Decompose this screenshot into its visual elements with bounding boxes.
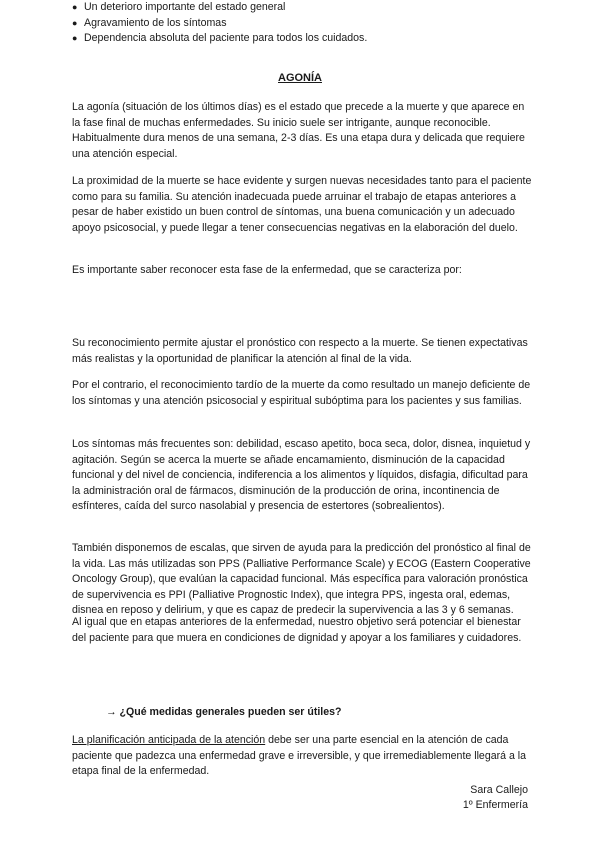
paragraph-symptoms: Los síntomas más frecuentes son: debilidad, escaso apetito, boca seca, dolor, disnea, inquietud y agitación. Según se acerca la muerte se añade encamamiento, disminución de la capacidad funcional y del nivel de conciencia, indiferencia a los alimentos y líquidos, disfagia, dificultad para la administración oral de fármacos, disminución de la producción de orina, incontinencia de esfínteres, caída del surco nasolabial y presencia de estertores (sobrealientos). [72, 438, 531, 512]
signature-name: Sara Callejo [470, 784, 528, 796]
paragraph-planning [72, 733, 532, 780]
bullet-icon: ● [72, 17, 78, 28]
planning-link-text: La planificación anticipada de la atención [72, 734, 266, 746]
bullet-icon: ● [72, 33, 78, 43]
document-title: AGONÍA [278, 72, 322, 84]
planning-text: debe ser una parte esencial en la atención de cada paciente que padezca una enfermedad grave e irreversible, y que irremediablemente llegará a la etapa final de la enfermedad. [72, 734, 527, 777]
paragraph-proximity: La proximidad de la muerte se hace evidente y surgen nuevas necesidades tanto para el paciente como para su familia. Su atención inadecuada puede arruinar el trabajo de etapas anteriores a pesar de haber existido un buen control de síntomas, una buena comunicación y un adecuado apoyo psicosocial, y puede llegar a tener consecuencias negativas en la elaboración del duelo. [72, 175, 532, 234]
paragraph-recognition: Su reconocimiento permite ajustar el pronóstico con respecto a la muerte. Se tienen expectativas más realistas y la oportunidad de planificar la atención al final de la vida. [72, 337, 528, 365]
list-item: ● Un deterioro importante del estado general [72, 0, 528, 16]
characteristics-list [72, 0, 528, 47]
paragraph-objective: Al igual que en etapas anteriores de la enfermedad, nuestro objetivo será potenciar el bienestar del paciente para que muera en condiciones de dignidad y apoyar a los familiares y cuidadores. [72, 616, 522, 644]
signature-course: 1º Enfermería [462, 799, 528, 811]
document-page [72, 0, 532, 811]
section-question: → ¿Qué medidas generales pueden ser útiles? [106, 706, 342, 718]
paragraph-scales: También disponemos de escalas, que sirven de ayuda para la predicción del pronóstico al final de la vida. Las más utilizadas son PPS (Palliative Performance Scale) y ECOG (Eastern Cooperative Oncology Group), que evalúan la capacidad funcional. Más específica para valoración pronóstica de supervivencia es PPI (Palliative Prognostic Index), que integra PPS, ingesta oral, edemas, disnea en reposo y delirium, y que es capaz de predecir la supervivencia a las 3 y 6 semanas. [72, 542, 531, 616]
paragraph-characteristics [72, 263, 532, 279]
bullet-icon: ● [72, 2, 78, 12]
paragraph-intro: La agonía (situación de los últimos días) es el estado que precede a la muerte y que aparece en la fase final de muchas enfermedades. Su inicio suele ser intrigante, aunque reconocible. Habitualmente dura menos de una semana, 2-3 días. Es una etapa dura y delicada que requiere una atención especial. [72, 101, 525, 160]
list-item: ● Agravamiento de los síntomas [72, 16, 528, 32]
list-item: ● Dependencia absoluta del paciente para todos los cuidados. [72, 31, 528, 47]
paragraph-late-recognition: Por el contrario, el reconocimiento tardío de la muerte da como resultado un manejo deficiente de los síntomas y una atención psicosocial y espiritual subóptima para los pacientes y sus familias. [72, 379, 531, 407]
characteristics-intro: Es importante saber reconocer esta fase de la enfermedad, que se caracteriza por: [72, 264, 462, 276]
